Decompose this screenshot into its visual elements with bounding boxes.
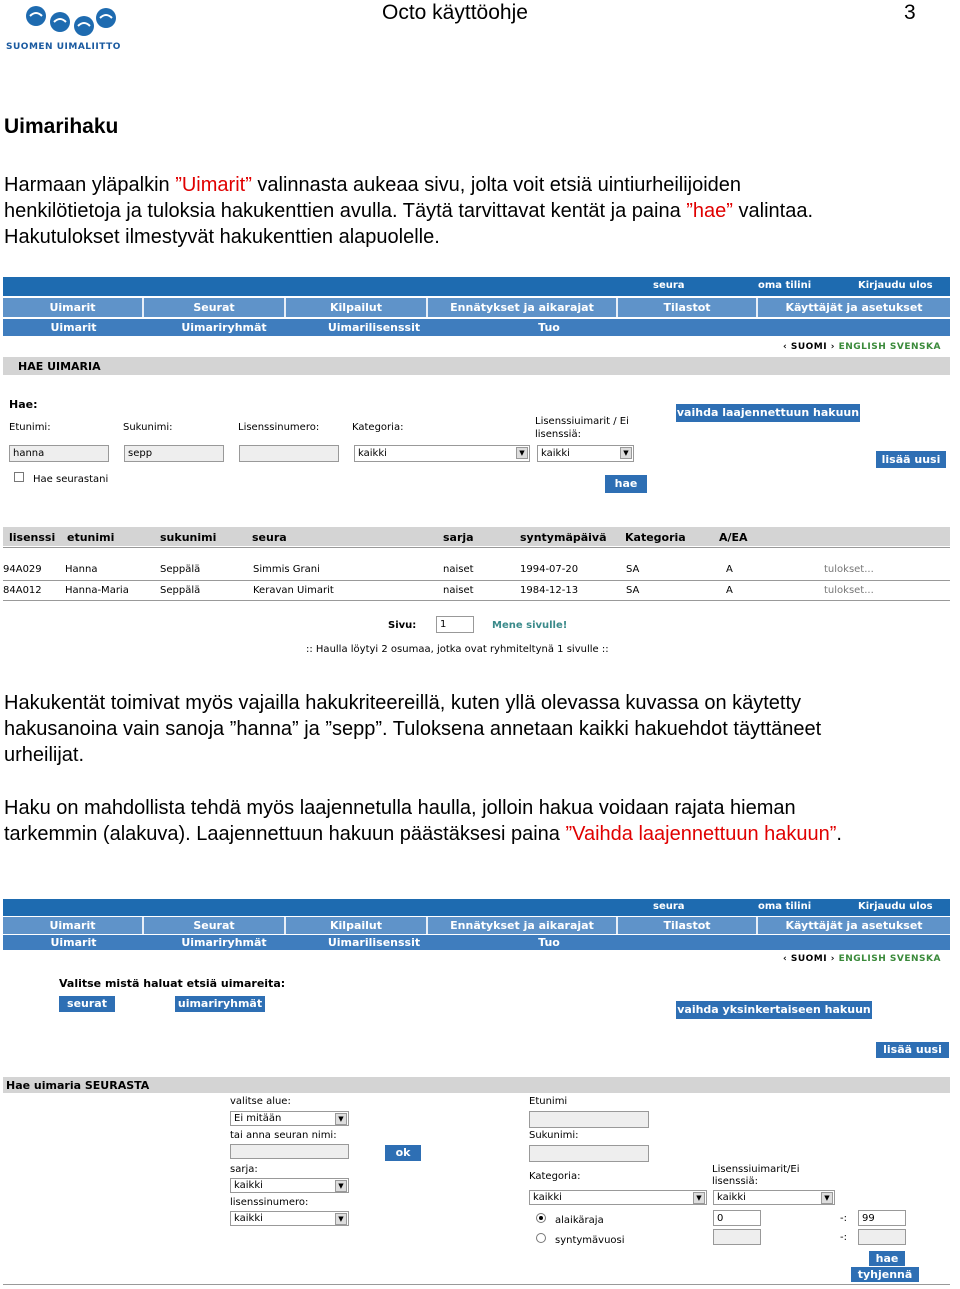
nav-uimarit[interactable]: Uimarit: [3, 917, 144, 934]
partial-search-paragraph: Hakukentät toimivat myös vajailla hakukriteereillä, kuten yllä olevassa kuvassa on käytetty hakusanoina vain sanoja ”hanna” ja ”sepp”. Tuloksena annetaan kaikki hakuehdot täyttäneet urheilijat.: [4, 692, 822, 766]
label-etunimi: Etunimi:: [9, 422, 51, 433]
intro-paragraph: Harmaan yläpalkin ”Uimarit” valinnasta aukeaa sivu, jolta voit etsiä uintiurheilijoiden henkilötietoja ja tuloksia hakukenttien avulla. Täytä tarvittavat kentät ja paina ”hae” valintaa. Hakutulokset ilmestyvät hakukenttien alapuolelle.: [4, 174, 814, 248]
age-min-input[interactable]: 0: [713, 1210, 761, 1226]
vaihda-yksinkertaiseen-button[interactable]: vaihda yksinkertaiseen hakuun: [676, 1001, 872, 1019]
divider: [3, 547, 950, 548]
chevron-down-icon: ▼: [693, 1192, 705, 1204]
col-kategoria[interactable]: Kategoria: [625, 531, 686, 544]
birthyear-max-input[interactable]: [858, 1229, 906, 1245]
main-nav: [3, 917, 950, 934]
seurat-button[interactable]: seurat: [59, 996, 115, 1012]
hae-label: Hae:: [9, 398, 38, 411]
chevron-down-icon: ▼: [335, 1213, 347, 1225]
label-lisenssiuimarit: Lisenssiuimarit / Ei lisenssiä:: [535, 416, 629, 440]
label-etunimi: Etunimi: [529, 1096, 568, 1107]
label-sukunimi: Sukunimi:: [123, 422, 173, 433]
hae-button[interactable]: hae: [605, 475, 647, 493]
ok-button[interactable]: ok: [385, 1145, 421, 1161]
link-oma-tili[interactable]: oma tilini: [758, 280, 812, 291]
hae-seurastani-checkbox[interactable]: [14, 472, 24, 482]
hae-seurastani-label: Hae seurastani: [33, 474, 109, 485]
nav-uimarit[interactable]: Uimarit: [3, 298, 144, 317]
extended-search-paragraph: Haku on mahdollista tehdä myös laajennetulla haulla, jolloin hakua voidaan rajata hieman tarkemmin (alakuva). Laajennettuun hakuun päästäksesi paina ”Vaihda laajennettuun hakuun”.: [4, 797, 842, 845]
nav-seurat[interactable]: Seurat: [144, 917, 286, 934]
chevron-down-icon: ▼: [335, 1180, 347, 1192]
results-summary: :: Haulla löytyi 2 osumaa, jotka ovat ryhmiteltynä 1 sivulle ::: [306, 644, 609, 655]
link-seura[interactable]: seura: [653, 280, 685, 291]
etunimi-input[interactable]: [529, 1111, 649, 1128]
birthyear-min-input[interactable]: [713, 1229, 761, 1245]
nav-tilastot[interactable]: Tilastot: [618, 917, 758, 934]
col-etunimi[interactable]: etunimi: [67, 531, 115, 544]
range-dash: -:: [840, 1213, 847, 1224]
nav-ennatykset[interactable]: Ennätykset ja aikarajat: [428, 298, 618, 317]
col-aea[interactable]: A/EA: [719, 531, 748, 544]
syntymavuosi-radio[interactable]: [536, 1233, 546, 1243]
subnav-uimarit[interactable]: Uimarit: [50, 936, 97, 949]
table-row: 84A012 Hanna-Maria Seppälä Keravan Uimarit naiset 1984-12-13 SA A tulokset...: [3, 585, 874, 596]
lisaa-uusi-button[interactable]: lisää uusi: [876, 451, 946, 468]
col-sukunimi[interactable]: sukunimi: [160, 531, 217, 544]
label-kategoria: Kategoria:: [529, 1171, 581, 1182]
language-switch: [783, 954, 941, 964]
label-alue: valitse alue:: [230, 1096, 291, 1107]
label-syntymavuosi: syntymävuosi: [555, 1235, 625, 1246]
divider: [3, 600, 950, 601]
chevron-down-icon: ▼: [821, 1192, 833, 1204]
tyhjenna-button[interactable]: tyhjennä: [851, 1267, 919, 1282]
subnav-uimariryhmat[interactable]: Uimariryhmät: [181, 321, 267, 334]
label-sukunimi: Sukunimi:: [529, 1130, 579, 1141]
label-lisenssinumero: lisenssinumero:: [230, 1197, 309, 1208]
lang-sv[interactable]: ENGLISH SVENSKA: [838, 342, 941, 352]
lisenssinumero-select[interactable]: kaikki ▼: [230, 1211, 349, 1226]
document-title: Octo käyttöohje: [382, 1, 528, 24]
nav-kayttajat[interactable]: Käyttäjät ja asetukset: [785, 919, 923, 932]
age-max-input[interactable]: 99: [858, 1210, 906, 1226]
results-header: [3, 527, 950, 546]
nav-ennatykset[interactable]: Ennätykset ja aikarajat: [428, 917, 618, 934]
link-logout[interactable]: Kirjaudu ulos: [858, 901, 933, 912]
subnav-tuo[interactable]: Tuo: [538, 321, 560, 334]
nav-tilastot[interactable]: Tilastot: [618, 298, 758, 317]
range-dash: -:: [840, 1232, 847, 1243]
seura-search-band: Hae uimaria SEURASTA: [3, 1077, 950, 1093]
subnav-lisenssit[interactable]: Uimarilisenssit: [327, 936, 421, 949]
vaihda-laajennettuun-button[interactable]: vaihda laajennettuun hakuun: [676, 404, 860, 422]
divider: [3, 580, 950, 581]
divider: [3, 1284, 950, 1285]
lang-fi[interactable]: ‹ SUOMI ›: [783, 954, 835, 964]
nav-seurat[interactable]: Seurat: [144, 298, 286, 317]
label-sarja: sarja:: [230, 1164, 258, 1175]
page-number: 3: [904, 1, 916, 24]
col-sarja[interactable]: sarja: [443, 531, 474, 544]
lisenssiuimarit-select[interactable]: kaikki ▼: [713, 1190, 835, 1205]
seuran-nimi-input[interactable]: [230, 1144, 349, 1159]
etunimi-input[interactable]: hanna: [9, 445, 109, 462]
subnav-uimariryhmat[interactable]: Uimariryhmät: [181, 936, 267, 949]
nav-kilpailut[interactable]: Kilpailut: [286, 298, 428, 317]
lang-fi[interactable]: ‹ SUOMI ›: [783, 342, 835, 352]
label-kategoria: Kategoria:: [352, 422, 404, 433]
sarja-select[interactable]: kaikki ▼: [230, 1178, 349, 1193]
link-oma-tili[interactable]: oma tilini: [758, 901, 812, 912]
page-label: Sivu:: [388, 620, 417, 631]
col-lisenssi[interactable]: lisenssi: [9, 531, 56, 544]
label-lisenssiuimarit: Lisenssiuimarit/Ei lisenssiä:: [712, 1164, 800, 1187]
search-band: HAE UIMARIA: [3, 357, 950, 375]
col-seura[interactable]: seura: [252, 531, 287, 544]
sukunimi-input[interactable]: [529, 1145, 649, 1162]
page-input[interactable]: 1: [436, 616, 474, 633]
sub-nav: [3, 319, 950, 336]
table-row: 94A029 Hanna Seppälä Simmis Grani naiset 1994-07-20 SA A tulokset...: [3, 564, 874, 575]
tulokset-link[interactable]: tulokset...: [824, 564, 874, 575]
lisaa-uusi-button[interactable]: lisää uusi: [876, 1042, 949, 1058]
alaikaraja-radio[interactable]: [536, 1213, 546, 1223]
subnav-lisenssit[interactable]: Uimarilisenssit: [327, 321, 421, 334]
language-switch: [783, 342, 941, 352]
nav-kilpailut[interactable]: Kilpailut: [286, 917, 428, 934]
chevron-down-icon: ▼: [335, 1113, 347, 1125]
hae-button[interactable]: hae: [869, 1251, 905, 1266]
subnav-uimarit[interactable]: Uimarit: [50, 321, 97, 334]
nav-kayttajat[interactable]: Käyttäjät ja asetukset: [785, 301, 923, 314]
chevron-down-icon: ▼: [516, 447, 528, 459]
subnav-tuo[interactable]: Tuo: [538, 936, 560, 949]
logo: [6, 4, 126, 52]
screenshot-simple-search: [3, 277, 950, 662]
link-logout[interactable]: Kirjaudu ulos: [858, 280, 933, 291]
top-bar: [3, 899, 950, 916]
link-seura[interactable]: seura: [653, 901, 685, 912]
goto-page-link[interactable]: Mene sivulle!: [492, 620, 568, 631]
kategoria-select[interactable]: kaikki ▼: [354, 445, 530, 462]
main-nav: [3, 298, 950, 317]
sukunimi-input[interactable]: sepp: [124, 445, 224, 462]
kategoria-select[interactable]: kaikki ▼: [529, 1190, 707, 1205]
label-seuran-nimi: tai anna seuran nimi:: [230, 1130, 337, 1141]
col-syntymapaiva[interactable]: syntymäpäivä: [520, 531, 607, 544]
lisenssinumero-input[interactable]: [239, 445, 339, 462]
sub-nav: [3, 935, 950, 950]
section-title: Uimarihaku: [4, 115, 119, 138]
top-bar: [3, 277, 950, 296]
screenshot-extended-search: [3, 899, 950, 1285]
lang-sv[interactable]: ENGLISH SVENSKA: [838, 954, 941, 964]
alue-select[interactable]: Ei mitään ▼: [230, 1111, 349, 1126]
tulokset-link[interactable]: tulokset...: [824, 585, 874, 596]
label-alaikaraja: alaikäraja: [555, 1215, 604, 1226]
chevron-down-icon: ▼: [620, 447, 632, 459]
logo-label: SUOMEN UIMALIITTO: [6, 42, 121, 52]
choose-source-title: Valitse mistä haluat etsiä uimareita:: [59, 977, 286, 990]
uimariryhmat-button[interactable]: uimariryhmät: [175, 996, 265, 1012]
label-lisenssinumero: Lisenssinumero:: [238, 422, 320, 433]
swimmers-logo-icon: [20, 4, 124, 40]
lisenssiuimarit-select[interactable]: kaikki ▼: [537, 445, 634, 462]
